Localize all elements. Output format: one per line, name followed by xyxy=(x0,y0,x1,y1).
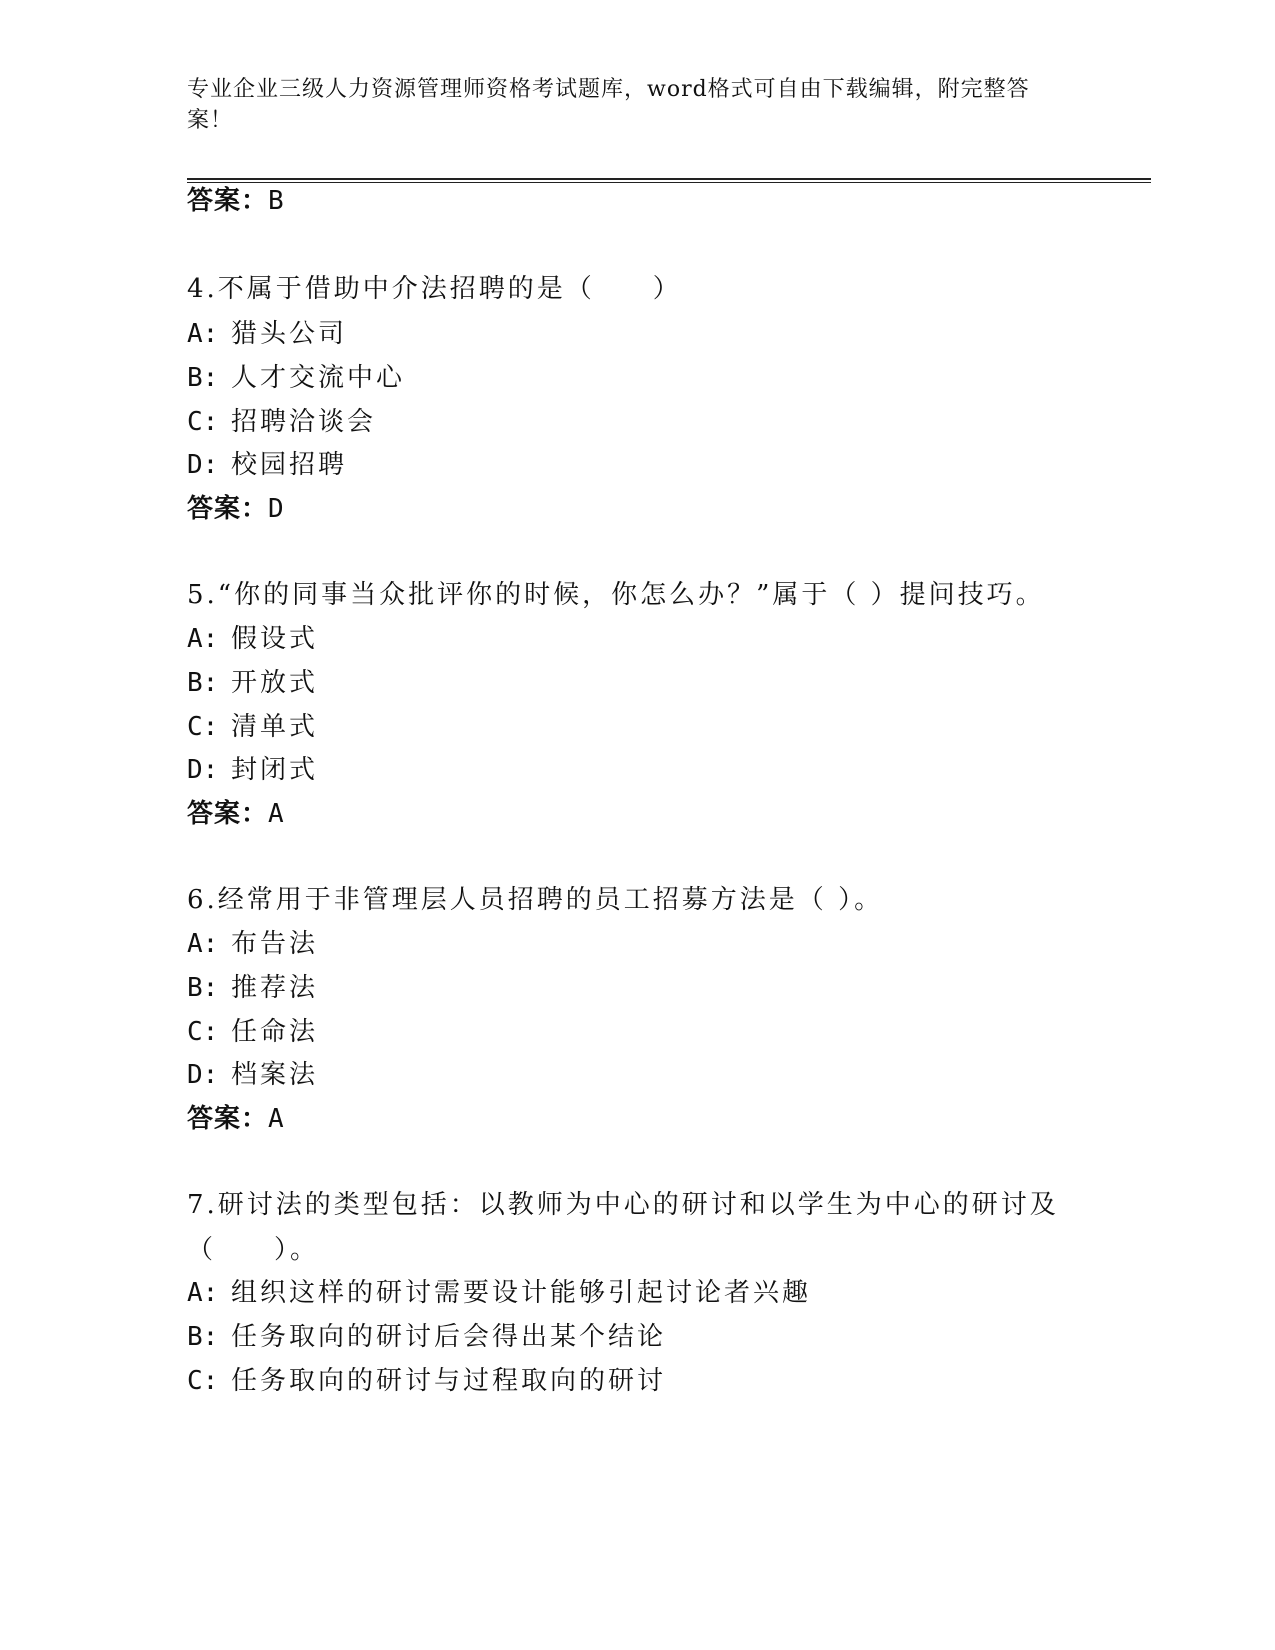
option-text: 校园招聘 xyxy=(231,450,348,480)
option-key: A: xyxy=(187,929,219,959)
option-key: B: xyxy=(187,668,219,698)
q4-option-a xyxy=(187,317,347,351)
q5-option-c xyxy=(187,710,318,744)
q4-option-d xyxy=(187,448,347,482)
option-text: 招聘洽谈会 xyxy=(231,407,377,437)
q4-option-b xyxy=(187,361,405,395)
answer-q5 xyxy=(187,797,285,831)
option-text: 猎头公司 xyxy=(231,319,348,349)
option-key: C: xyxy=(187,1366,219,1396)
answer-value: A xyxy=(268,1104,285,1134)
option-text: 任务取向的研讨后会得出某个结论 xyxy=(231,1322,667,1352)
option-text: 布告法 xyxy=(231,929,319,959)
page-header-text: 专业企业三级人力资源管理师资格考试题库，word格式可自由下载编辑，附完整答案！ xyxy=(187,77,1030,133)
answer-label: 答案： xyxy=(187,494,269,524)
answer-value: B xyxy=(268,186,285,216)
header-divider xyxy=(187,178,1151,183)
q7-option-a xyxy=(187,1276,811,1310)
option-key: A: xyxy=(187,1278,219,1308)
question-7: 7.研讨法的类型包括：以教师为中心的研讨和以学生为中心的研讨及（ ）。 xyxy=(187,1190,1059,1265)
option-key: A: xyxy=(187,319,219,349)
option-key: B: xyxy=(187,363,219,393)
option-key: D: xyxy=(187,450,219,480)
q6-option-c xyxy=(187,1015,318,1049)
option-key: B: xyxy=(187,973,219,1003)
q5-option-a xyxy=(187,622,318,656)
answer-q6 xyxy=(187,1102,285,1136)
q6-option-d xyxy=(187,1058,318,1092)
option-text: 推荐法 xyxy=(231,973,319,1003)
answer-value: D xyxy=(268,494,285,524)
option-key: A: xyxy=(187,624,219,654)
option-key: D: xyxy=(187,755,219,785)
option-text: 组织这样的研讨需要设计能够引起讨论者兴趣 xyxy=(231,1278,812,1308)
option-text: 任命法 xyxy=(231,1017,319,1047)
option-text: 档案法 xyxy=(231,1060,319,1090)
option-text: 假设式 xyxy=(231,624,319,654)
option-text: 人才交流中心 xyxy=(231,363,406,393)
option-key: D: xyxy=(187,1060,219,1090)
option-key: C: xyxy=(187,407,219,437)
q4-option-c xyxy=(187,405,376,439)
question-6: 6.经常用于非管理层人员招聘的员工招募方法是（ ）。 xyxy=(187,885,884,915)
q7-option-c xyxy=(187,1364,666,1398)
q7-option-b xyxy=(187,1320,666,1354)
answer-q4 xyxy=(187,492,285,526)
option-text: 封闭式 xyxy=(231,755,319,785)
option-text: 清单式 xyxy=(231,712,319,742)
answer-label: 答案： xyxy=(187,186,269,216)
option-text: 任务取向的研讨与过程取向的研讨 xyxy=(231,1366,667,1396)
option-text: 开放式 xyxy=(231,668,319,698)
option-key: B: xyxy=(187,1322,219,1352)
option-key: C: xyxy=(187,712,219,742)
question-5: 5.“你的同事当众批评你的时候，你怎么办？”属于（ ）提问技巧。 xyxy=(187,580,1045,610)
q6-option-a xyxy=(187,927,318,961)
option-key: C: xyxy=(187,1017,219,1047)
answer-value: A xyxy=(268,799,285,829)
question-4: 4.不属于借助中介法招聘的是（ ） xyxy=(187,274,682,304)
answer-q3 xyxy=(187,184,285,218)
answer-label: 答案： xyxy=(187,1104,269,1134)
answer-label: 答案： xyxy=(187,799,269,829)
q6-option-b xyxy=(187,971,318,1005)
q5-option-b xyxy=(187,666,318,700)
q5-option-d xyxy=(187,753,318,787)
